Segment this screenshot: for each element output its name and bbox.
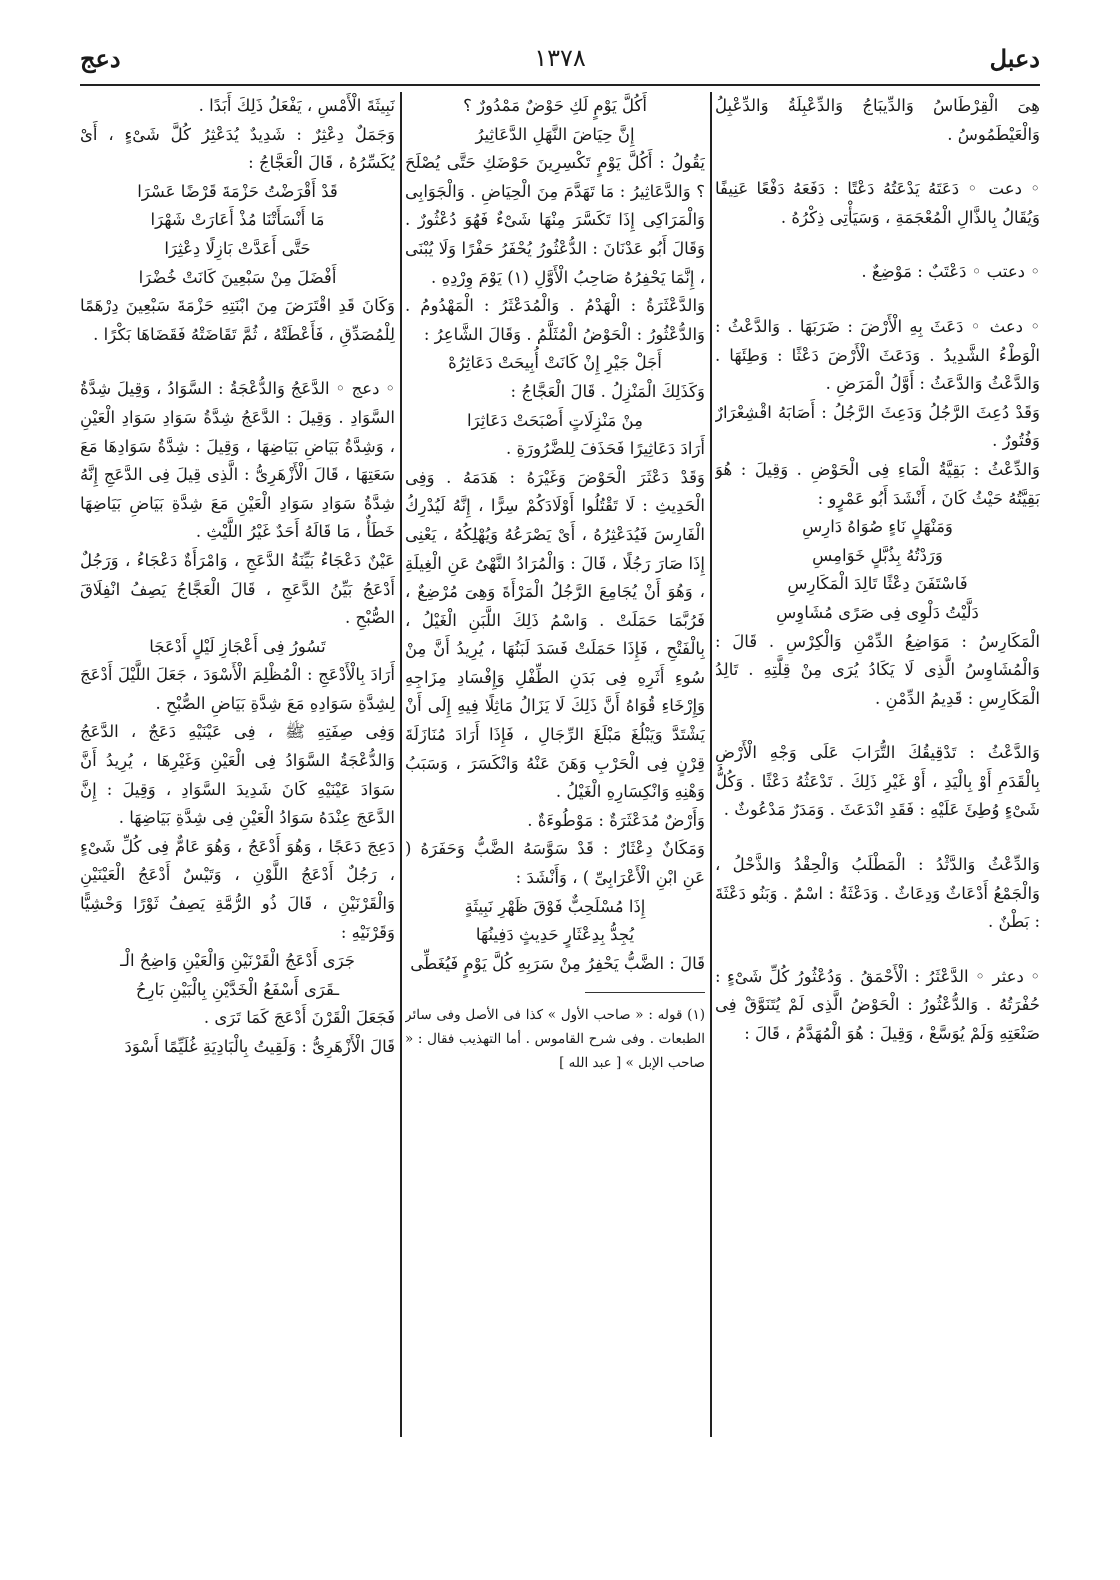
- paragraph: يَقُولُ : أَكُلَّ يَوْمٍ تَكْسِرِينَ حَوْضَكِ حَتَّى يُصْلَحَ ؟ وَالدَّعَاثِيرُ : مَا تَهَدَّمَ مِنَ الْحِيَاضِ . وَالْجَوَابِى وَالْمَرَاكِى إِذَا تَكَسَّرَ مِنْهَا شَىْءٌ فَهُوَ دُعْثُورٌ . وَقَالَ أَبُو عَدْنَانَ : الدُّعْثُورُ يُحْفَرُ حَفْرًا وَلَا يُبْنَى ، إِنَّمَا يَحْفِرُهُ صَاحِبُ الْأَوَّلِ (١) يَوْمَ وِرْدِهِ .: [405, 153, 705, 287]
- verse-line: مَا أَنْسَأَتْنَا مُذْ أَعَارَتْ شَهْرَا: [150, 210, 325, 230]
- verse-line: أَفْضَلَ مِنْ سَبْعِينَ كَانَتْ خُضْرَا: [138, 267, 337, 287]
- paragraph: دَعِجَ دَعَجًا ، وَهُوَ أَدْعَجُ ، وَهُوَ عَامٌّ فِى كُلِّ شَىْءٍ ، رَجُلٌ أَدْعَجُ اللَّوْنِ ، وَتَيْسٌ أَدْعَجُ الْعَيْنَيْنِ وَالْقَرْنَيْنِ ، قَالَ ذُو الرُّمَّةِ يَصِفُ ثَوْرًا وَحْشِيًّا وَقَرْنَيْهِ :: [80, 836, 395, 942]
- paragraph: وَكَانَ قَدِ اقْتَرَضَ مِنَ ابْنَتِهِ حَزْمَةَ سَبْعِينَ دِرْهَمًا لِلْمُصَدِّقِ ، فَأَعْطَتْهُ ، ثُمَّ تَقَاضَتْهُ فَقَضَاهَا بَكْرًا .: [80, 296, 395, 344]
- paragraph: قَالَ : الضَّبُّ يَحْفِرُ مِنْ سَرَبِهِ كُلَّ يَوْمٍ فَيُغَطِّى: [410, 953, 705, 973]
- verse-line: وَمَنْهَلٍ نَاءٍ صُوَاهُ دَارِسِ: [802, 517, 953, 537]
- spacer: [80, 349, 395, 375]
- verse-line: أَجَلْ جَيْرِ إِنْ كَانَتْ أُبِيحَتْ دَعَاثِرُهْ: [448, 353, 662, 373]
- verse-line: إِنَّ حِيَاضَ النَّهَلِ الدَّعَاثِيرُ: [475, 124, 635, 144]
- header-root-word-right: دعبل: [989, 44, 1040, 73]
- paragraph: وَالدِّعْثُ وَالدَّثْدُ : الْمَطْلَبُ وَالْحِقْدُ وَالذَّحْلُ ، وَالْجَمْعُ أَدْعَاثٌ وَدِعَاثٌ . وَدَعْثَةُ : اسْمٌ . وَبَنُو دَعْثَةَ : بَطْنٌ .: [715, 855, 1040, 932]
- spacer: [715, 713, 1040, 739]
- verse-line: ـقَرَى أَسْفَعُ الْخَدَّيْنِ بِالْبَيْنِ بَارِحُ: [135, 979, 340, 999]
- entry-da-tab: ◦ دعتب ◦ دَعْتَبٌ : مَوْضِعٌ .: [861, 262, 1040, 282]
- entry-da-t: ◦ دعت ◦ دَعَتَهُ يَدْعَتُهُ دَعْتًا : دَفَعَهُ دَفْعًا عَنِيفًا وَيُقَالُ بِالذَّالِ الْمُعْجَمَةِ ، وَسَيَأْتِى ذِكْرُهُ .: [715, 179, 1040, 227]
- verse-line: قَدْ أَقْرَضْتُ حَزْمَةَ قَرْضًا عَسْرَا: [137, 181, 338, 201]
- paragraph: عَيْنٌ دَعْجَاءُ بَيِّنَةُ الدَّعَجِ ، وَامْرَأَةٌ دَعْجَاءُ ، وَرَجُلٌ أَدْعَجُ بَيِّنُ الدَّعَجِ ، قَالَ الْعَجَّاجُ يَصِفُ انْفِلَاقَ الصُّبْحِ .: [80, 550, 395, 628]
- header-root-word-left: دعج: [80, 44, 121, 73]
- verse-line: وَرَدْتُهُ بِذُبَّلٍ خَوَامِسِ: [812, 545, 943, 565]
- paragraph: وَقَدْ دُعِثَ الرَّجُلُ وَدَعِثَ الرَّجُلُ : أَصَابَهُ اقْشِعْرَارٌ وَفُتُورٌ .: [715, 402, 1040, 451]
- paragraph: وَالدَّعْثُ : تَدْقِيقُكَ التُّرَابَ عَلَى وَجْهِ الْأَرْضِ بِالْقَدَمِ أَوْ بِالْيَدِ ، أَوْ غَيْرِ ذَلِكَ . تَدْعَثُهُ دَعْثًا . وَكُلُّ شَىْءٍ وُطِئَ عَلَيْهِ : فَقَدِ انْدَعَثَ . وَمَدَرٌ مَدْعُوثٌ .: [715, 743, 1040, 820]
- column-divider: [710, 92, 712, 1437]
- column-right: [715, 92, 1040, 1542]
- column-middle: [405, 92, 705, 1542]
- verse-line: تَسُورُ فِى أَعْجَازِ لَيْلٍ أَدْعَجَا: [149, 636, 326, 656]
- column-divider: [400, 92, 402, 1437]
- column-left: [80, 92, 395, 1542]
- paragraph: وَأَرْضٌ مُدَعْثَرَةٌ : مَوْطُوءَةٌ .: [527, 810, 705, 830]
- verse-line: دَلَّيْتُ دَلْوِى فِى صَرًى مُشَاوِسِ: [776, 602, 979, 622]
- paragraph: وَجَمَلٌ دِعْثِرٌ : شَدِيدٌ يُدَعْثِرُ كُلَّ شَىْءٍ ، أَىْ يُكَسِّرُهُ ، قَالَ الْعَجَّاجُ :: [80, 124, 395, 173]
- spacer: [715, 937, 1040, 963]
- verse-line: مِنْ مَنْزِلَاتٍ أَصْبَحَتْ دَعَاثِرَا: [467, 410, 643, 430]
- paragraph: نَبِيثَةَ الْأَمْسِ ، يَفْعَلُ ذَلِكَ أَبَدًا .: [198, 96, 395, 115]
- spacer: [715, 825, 1040, 851]
- paragraph: وَمَكَانٌ دِعْثَارٌ : قَدْ سَوَّسَهُ الضَّبُّ وَحَفَرَهُ ( عَنِ ابْنِ الْأَعْرَابِىِّ ) ، وَأَنْشَدَ :: [405, 839, 705, 888]
- paragraph: وَالدِّعْثُ : بَقِيَّةُ الْمَاءِ فِى الْحَوْضِ . وَقِيلَ : هُوَ بَقِيَّتُهُ حَيْثُ كَانَ ، أَنْشَدَ أَبُو عَمْرٍو :: [715, 459, 1040, 508]
- verse-line: إِذَا مُسْلَحِبٌّ فَوْقَ ظَهْرِ نَبِيثَةٍ: [464, 896, 646, 916]
- entry-da-thar: ◦ دعثر ◦ الدَّعْثَرُ : الْأَحْمَقُ . وَدُعْثُورُ كُلِّ شَىْءٍ : حُفْرَتُهُ . وَالدُّعْثُورُ : الْحَوْضُ الَّذِى لَمْ يُتَنَوَّقْ فِى صَنْعَتِهِ وَلَمْ يُوَسَّعْ ، وَقِيلَ : هُوَ الْمُهَدَّمُ ، قَالَ :: [715, 966, 1040, 1044]
- header-rule: [80, 84, 1040, 86]
- entry-da-j: ◦ دعج ◦ الدَّعَجُ وَالدُّعْجَةُ : السَّوَادُ ، وَقِيلَ شِدَّةُ السَّوَادِ . وَقِيلَ : الدَّعَجُ شِدَّةُ سَوَادِ سَوَادِ الْعَيْنِ ، وَشِدَّةُ بَيَاضِ بَيَاضِهَا ، وَقِيلَ : شِدَّةُ سَوَادِهَا مَعَ سَعَتِهَا ، قَالَ الْأَزْهَرِىُّ : الَّذِى قِيلَ فِى الدَّعَجِ إِنَّهُ شِدَّةُ سَوَادِ سَوَادِ الْعَيْنِ مَعَ شِدَّةِ بَيَاضِ بَيَاضِهَا خَطَأٌ ، مَا قَالَهُ أَحَدٌ غَيْرُ اللَّيْثِ .: [80, 379, 395, 542]
- paragraph: وَكَذَلِكَ الْمَنْزِلُ . قَالَ الْعَجَّاجُ :: [510, 381, 705, 401]
- paragraph: أَرَادَ دَعَاثِيرًا فَحَذَفَ لِلضَّرُورَةِ .: [506, 439, 705, 459]
- entry-da-th: ◦ دعث ◦ دَعَثَ بِهِ الْأَرْضَ : ضَرَبَهَا . وَالدَّعْثُ : الْوَطْءُ الشَّدِيدُ . وَدَعَثَ الْأَرْضَ دَعْثًا : وَطِئَهَا . وَالدَّعْثُ وَالدَّعَثُ : أَوَّلُ الْمَرَضِ .: [715, 316, 1040, 394]
- paragraph: الْمَكَارِسُ : مَوَاضِعُ الدِّمْنِ وَالْكِرْسِ . قَالَ : وَالْمُشَاوِسُ الَّذِى لَا يَكَادُ يُرَى مِنْ قِلَّتِهِ . تَالِدُ الْمَكَارِسِ : قَدِيمُ الدِّمْنِ .: [715, 631, 1040, 708]
- verse-line: أَكُلَّ يَوْمٍ لَكِ حَوْضٌ مَمْدُورٌ ؟: [463, 96, 647, 115]
- paragraph: أَرَادَ بِالْأَدْعَجِ : الْمُظْلِمَ الْأَسْوَدَ ، جَعَلَ اللَّيْلَ أَدْعَجَ لِشِدَّةِ سَوَادِهِ مَعَ شِدَّةِ بَيَاضِ الصُّبْحِ .: [80, 665, 395, 713]
- verse-line: حَتَّى أَعَدَّتْ بَازِلًا دِعْثِرَا: [164, 238, 311, 258]
- page-number: ١٣٧٨: [534, 44, 586, 72]
- paragraph: وَفِى صِفَتِهِ ﷺ ، فِى عَيْنَيْهِ دَعَجٌ ، الدَّعَجُ وَالدُّعْجَةُ السَّوَادُ فِى الْعَيْنِ وَغَيْرِهَا ، يُرِيدُ أَنَّ سَوَادَ عَيْنَيْهِ كَانَ شَدِيدَ السَّوَادِ ، وَقِيلَ : إِنَّ الدَّعَجَ عِنْدَهُ سَوَادُ الْعَيْنِ فِى شِدَّةِ بَيَاضِهَا .: [80, 722, 395, 828]
- verse-line: جَرَى أَدْعَجُ الْقَرْنَيْنِ وَالْعَيْنِ وَاضِحُ الْـ: [120, 951, 355, 971]
- spacer: [715, 149, 1040, 175]
- spacer: [715, 287, 1040, 313]
- footnote: (١) قوله : « صاحب الأول » كذا فى الأصل وفى سائر الطبعات . وفى شرح القاموس . أما التهذيب فقال : « صاحب الإبل » [ عبد الله ]: [405, 1007, 705, 1072]
- paragraph: فَجَعَلَ الْقَرْنَ أَدْعَجَ كَمَا تَرَى .: [203, 1008, 395, 1028]
- paragraph: وَقَدْ دَعْثَرَ الْحَوْضَ وَغَيْرَهُ : هَدَمَهُ . وَفِى الْحَدِيثِ : لَا تَقْتُلُوا أَوْلَادَكُمْ سِرًّا ، إِنَّهُ لَيُدْرِكُ الْفَارِسَ فَيُدَعْثِرُهُ ، أَىْ يَصْرَعُهُ وَيُهْلِكُهُ ، يَعْنِى إِذَا صَارَ رَجُلًا ، قَالَ : وَالْمُرَادُ النَّهْىُ عَنِ الْغِيلَةِ ، وَهُوَ أَنْ يُجَامِعَ الرَّجُلُ الْمَرْأَةَ وَهِىَ مُرْضِعٌ ، فَرُبَّمَا حَمَلَتْ . وَاسْمُ ذَلِكَ اللَّبَنِ الْغَيْلُ ، بِالْفَتْحِ ، فَإِذَا حَمَلَتْ فَسَدَ لَبَنُهَا ، يُرِيدُ أَنَّ مِنْ سُوءِ أَثَرِهِ فِى بَدَنِ الطِّفْلِ وَإِفْسَادِ مِزَاجِهِ وَإِرْخَاءِ قُوَاهُ أَنَّ ذَلِكَ لَا يَزَالُ مَاثِلًا فِيهِ إِلَى أَنْ يَشْتَدَّ وَيَبْلُغَ مَبْلَغَ الرِّجَالِ ، فَإِذَا أَرَادَ مُنَازَلَةَ قِرْنٍ فِى الْحَرْبِ وَهَنَ عَنْهُ وَانْكَسَرَ ، وَسَبَبُ وَهْنِهِ وَانْكِسَارِهِ الْغَيْلُ .: [405, 467, 705, 802]
- verse-line: فَاسْتَفَنَ دِعْثًا تَالِدَ الْمَكَارِسِ: [787, 574, 968, 594]
- paragraph: هِىَ الْقِرْطَاسُ وَالدِّيبَاجُ وَالدِّعْبِلَةُ وَالدِّعْبِلُ وَالْعَيْطَمُوسُ .: [715, 96, 1040, 144]
- spacer: [715, 232, 1040, 258]
- page-header: [80, 38, 1040, 88]
- footnote-rule: [585, 992, 705, 993]
- paragraph: وَالدَّعْثَرَةُ : الْهَدْمُ . وَالْمُدَعْثَرُ : الْمَهْدُومُ . وَالدُّعْثُورُ : الْحَوْضُ الْمُثَلَّمُ . وَقَالَ الشَّاعِرُ :: [405, 296, 705, 344]
- verse-line: يُجِدُّ بِدِعْثَارٍ حَدِيثٍ دَفِينُهَا: [475, 925, 635, 945]
- paragraph: قَالَ الْأَزْهَرِىُّ : وَلَقِيتُ بِالْبَادِيَةِ غُلَيِّمًا أَسْوَدَ: [124, 1037, 395, 1056]
